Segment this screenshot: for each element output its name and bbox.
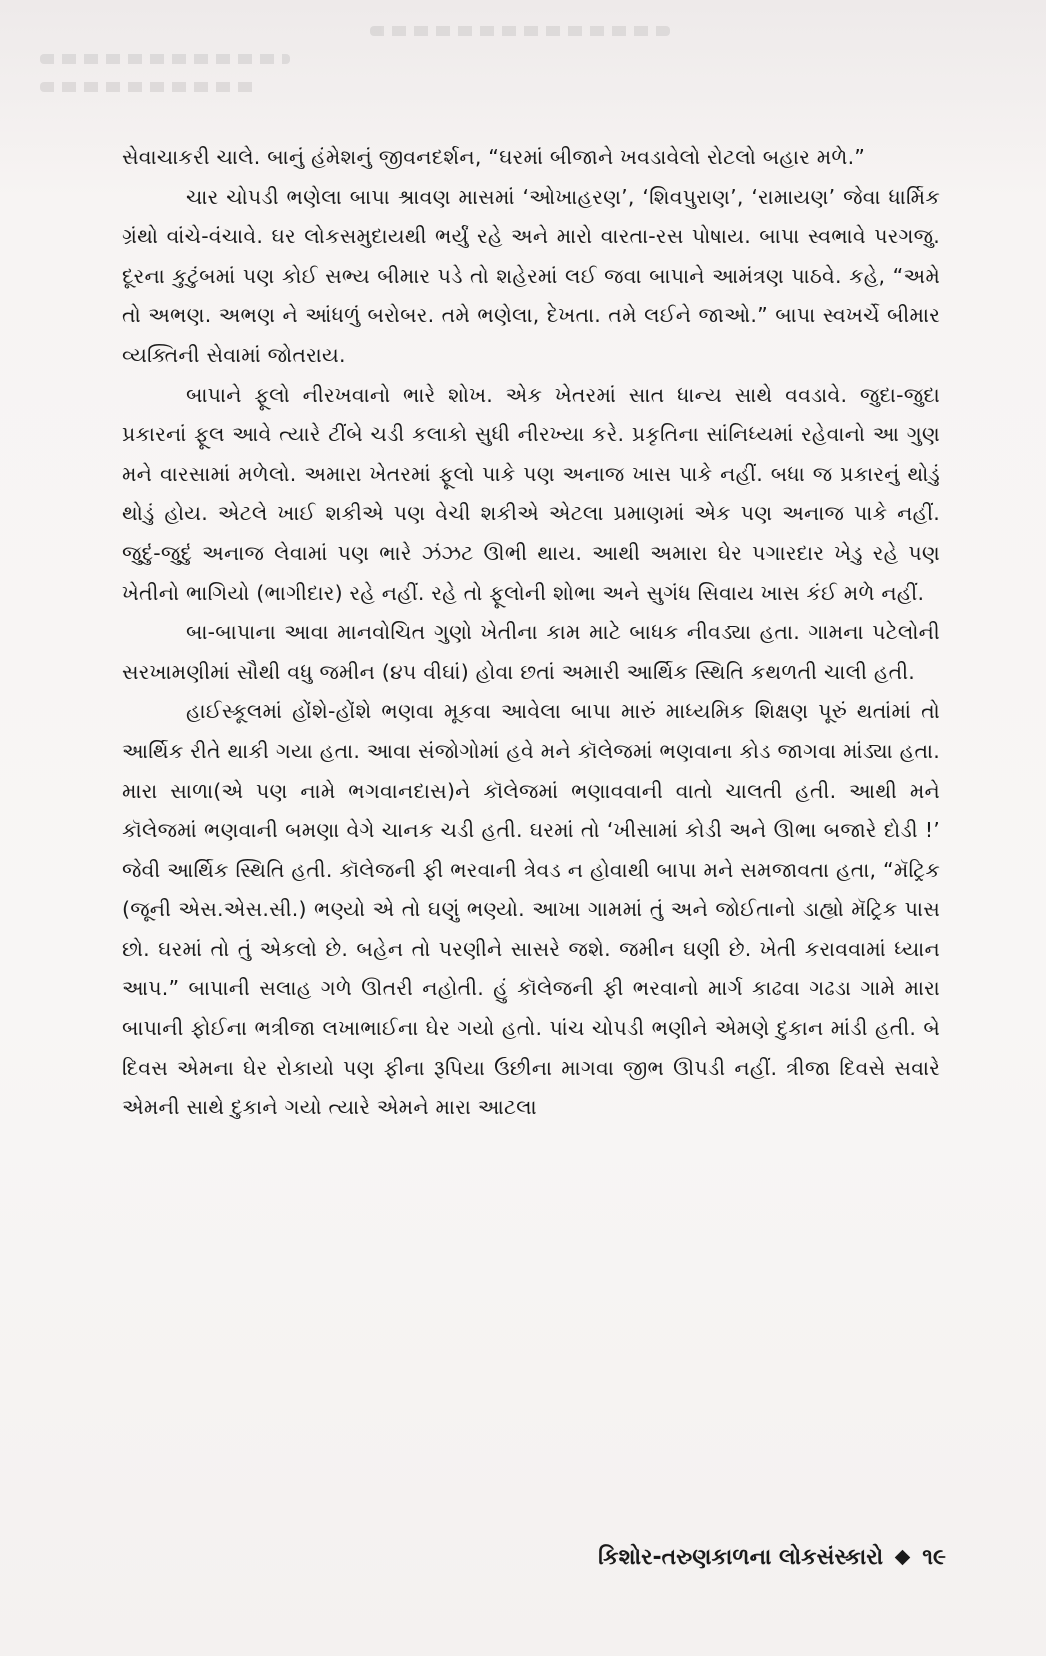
paragraph: ચાર ચોપડી ભણેલા બાપા શ્રાવણ માસમાં ‘ઓખાહરણ’, ‘શિવપુરાણ’, ‘રામાયણ’ જેવા ધાર્મિક ગ્રંથો વાંચે-વંચાવે. ઘર લોકસમુદાયથી ભર્યું રહે અને મારો વારતા-રસ પોષાય. બાપા સ્વભાવે પરગજુ. દૂરના કુટુંબમાં પણ કોઈ સભ્ય બીમાર પડે તો શહેરમાં લઈ જવા બાપાને આમંત્રણ પાઠવે. કહે, “અમે તો અભણ. અભણ ને આંધળું બરોબર. તમે ભણેલા, દેખતા. તમે લઈને જાઓ.” બાપા સ્વખર્ચે બીમાર વ્યક્તિની સેવામાં જોતરાય.	[122, 184, 940, 367]
body-text	[122, 138, 940, 1128]
page-number: ૧૯	[922, 1545, 946, 1570]
paragraph: બાપાને ફૂલો નીરખવાનો ભારે શોખ. એક ખેતરમાં સાત ધાન્ય સાથે વવડાવે. જુદા-જુદા પ્રકારનાં ફૂલ આવે ત્યારે ટીંબે ચડી કલાકો સુધી નીરખ્યા કરે. પ્રકૃતિના સાંનિધ્યમાં રહેવાનો આ ગુણ મને વારસામાં મળેલો. અમારા ખેતરમાં ફૂલો પાકે પણ અનાજ ખાસ પાકે નહીં. બધા જ પ્રકારનું થોડું થોડું હોય. એટલે ખાઈ શકીએ પણ વેચી શકીએ એટલા પ્રમાણમાં એક પણ અનાજ પાકે નહીં. જુદું-જુદું અનાજ લેવામાં પણ ભારે ઝંઝટ ઊભી થાય. આથી અમારા ઘેર પગારદાર ખેડુ રહે પણ ખેતીનો ભાગિયો (ભાગીદાર) રહે નહીં. રહે તો ફૂલોની શોભા અને સુગંધ સિવાય ખાસ કંઈ મળે નહીં.	[122, 382, 940, 605]
paragraph: બા-બાપાના આવા માનવોચિત ગુણો ખેતીના કામ માટે બાધક નીવડ્યા હતા. ગામના પટેલોની સરખામણીમાં સૌથી વધુ જમીન (૪૫ વીઘાં) હોવા છતાં અમારી આર્થિક સ્થિતિ કથળતી ચાલી હતી.	[122, 620, 940, 684]
paragraph: હાઈસ્કૂલમાં હોંશે-હોંશે ભણવા મૂકવા આવેલા બાપા મારું માધ્યમિક શિક્ષણ પૂરું થતાંમાં તો આર્થિક રીતે થાકી ગયા હતા. આવા સંજોગોમાં હવે મને કૉલેજમાં ભણવાના કોડ જાગવા માંડ્યા હતા. મારા સાળા(એ પણ નામે ભગવાનદાસ)ને કૉલેજમાં ભણાવવાની વાતો ચાલતી હતી. આથી મને કૉલેજમાં ભણવાની બમણા વેગે ચાનક ચડી હતી. ઘરમાં તો ‘ખીસામાં કોડી અને ઊભા બજારે દોડી !’ જેવી આર્થિક સ્થિતિ હતી. કૉલેજની ફી ભરવાની ત્રેવડ ન હોવાથી બાપા મને સમજાવતા હતા, “મૅટ્રિક (જૂની એસ.એસ.સી.) ભણ્યો એ તો ઘણું ભણ્યો. આખા ગામમાં તું અને જોઈતાનો ડાહ્યો મૅટ્રિક પાસ છો. ઘરમાં તો તું એકલો છે. બહેન તો પરણીને સાસરે જશે. જમીન ઘણી છે. ખેતી કરાવવામાં ધ્યાન આપ.” બાપાની સલાહ ગળે ઊતરી નહોતી. હું કૉલેજની ફી ભરવાનો માર્ગ કાઢવા ગઢડા ગામે મારા બાપાની ફોઈના ભત્રીજા લખાભાઈના ઘેર ગયો હતો. પાંચ ચોપડી ભણીને એમણે દુકાન માંડી હતી. બે દિવસ એમના ઘેર રોકાયો પણ ફીના રૂપિયા ઉછીના માગવા જીભ ઊપડી નહીં. ત્રીજા દિવસે સવારે એમની સાથે દુકાને ગયો ત્યારે એમને મારા આટલા	[122, 699, 940, 1120]
chapter-title: કિશોર-તરુણકાળના લોકસંસ્કારો	[598, 1545, 884, 1570]
show-through-text	[20, 8, 1020, 118]
diamond-icon	[895, 1550, 911, 1566]
paragraph: સેવાચાકરી ચાલે. બાનું હંમેશનું જીવનદર્શન, “ઘરમાં બીજાને ખવડાવેલો રોટલો બહાર મળે.”	[122, 145, 866, 169]
page-footer	[598, 1545, 946, 1570]
